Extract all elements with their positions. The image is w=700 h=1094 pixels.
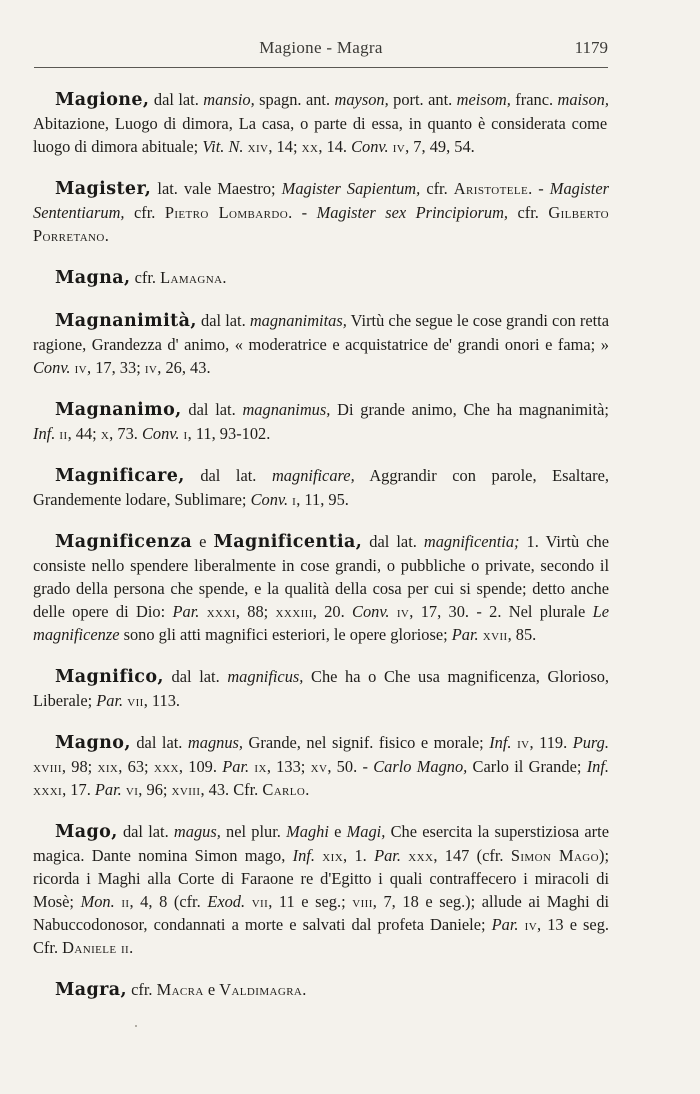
entry-smallcaps-text: Macra (156, 980, 204, 999)
entry-smallcaps-text: xix (97, 757, 119, 776)
entry-smallcaps-text: xxxi (33, 780, 63, 799)
entry-text: , 11, 95. (296, 490, 349, 509)
entry-smallcaps-text: vii (127, 691, 144, 710)
entry-smallcaps-text: ix (254, 757, 267, 776)
entry-text: ); ricorda i Maghi alla Corte di Faraone re d'Egitto i quali contraffecero i miracoli di Mosè; (33, 846, 609, 911)
entry-text: Virtù che segue le cose grandi con retta ragione, Grandezza d' animo, « moderatrice e acquistatrice de' grandi onori e fama; » (33, 311, 609, 354)
entry-italic-text: Inf. (292, 846, 315, 865)
entry-italic-text: magnanimitas, (249, 311, 347, 330)
entry-italic-text: magnificentia; (423, 532, 520, 551)
entry-text (199, 602, 206, 621)
entry-text: dal lat. (196, 311, 250, 330)
entry-text: Che ha o Che usa magnificenza, Glorioso, Liberale; (33, 667, 609, 710)
entry-headword: Mago, (55, 822, 118, 842)
entry-italic-text: magus, (173, 822, 221, 841)
entry-italic-text: mansio, (203, 90, 255, 109)
entry-italic-text: Mon. (80, 892, 115, 911)
entry-text: dal lat. (117, 822, 174, 841)
entry-text: , 17, 33; (87, 358, 145, 377)
entry-italic-text: Exod. (207, 892, 246, 911)
entry-headword: Magnanimità, (55, 311, 197, 331)
entry-text: Aggrandir con parole, Esaltare, Grandemente lodare, Sublimare; (33, 466, 609, 509)
entry-smallcaps-text: iv (396, 602, 410, 621)
entry-smallcaps-text: vii (251, 892, 269, 911)
header-rule (34, 67, 608, 68)
entry-text: . (104, 226, 109, 245)
entry-text: , 85. (507, 625, 537, 644)
entry-headword: Magione, (55, 90, 150, 110)
entry-headword: Magister, (55, 179, 152, 199)
entry-smallcaps-text: xvii (482, 625, 508, 644)
entry-smallcaps-text: Gilberto Porretano (33, 203, 609, 245)
entry-text: , 14. (318, 137, 352, 156)
entry-italic-text: mayson, (334, 90, 389, 109)
entry-italic-text: Magi, (346, 822, 386, 841)
entry-smallcaps-text: xxx (408, 846, 434, 865)
entry-smallcaps-text: i (183, 424, 188, 443)
dictionary-entry (33, 309, 609, 379)
entry-smallcaps-text: Simon Mago (510, 846, 599, 865)
entry-italic-text: Par. (491, 915, 519, 934)
entry-smallcaps-text: i (292, 490, 297, 509)
entry-italic-text: Carlo Magno, (373, 757, 468, 776)
entry-text: , 4, 8 (cfr. (129, 892, 208, 911)
entry-italic-text: Par. (222, 757, 250, 776)
entry-italic-text: maison, (557, 90, 609, 109)
entry-text: . (222, 268, 227, 287)
entry-smallcaps-text: xxxiii (275, 602, 313, 621)
entry-smallcaps-text: xviii (171, 780, 201, 799)
entry-text: . (305, 780, 310, 799)
entry-text: . (129, 938, 134, 957)
entry-text: port. ant. (388, 90, 457, 109)
entry-text: , 7, 18 e seg.); allude ai Maghi di Nabuccodonosor, condannati a morte e salvati dal profeta Daniele; (33, 892, 609, 934)
running-head-title: Magione - Magra (259, 38, 383, 57)
entry-text: Abitazione, Luogo di dimora, La casa, o parte di essa, in quanto è considerata come luogo di dimora abituale; (33, 114, 608, 156)
dictionary-entry (33, 978, 609, 1002)
entry-text: , 44; (67, 424, 101, 443)
entry-smallcaps-text: xx (301, 137, 319, 156)
entry-smallcaps-text: vi (125, 780, 139, 799)
entry-italic-text: Par. (96, 691, 124, 710)
entry-smallcaps-text: Aristotele (453, 179, 529, 198)
entry-smallcaps-text: xviii (33, 757, 62, 776)
entry-italic-text: magnus, (187, 733, 244, 752)
entry-italic-text: magnificare, (271, 466, 355, 485)
entry-smallcaps-text: iv (392, 137, 406, 156)
entry-text: , 13 e seg. Cfr. (33, 915, 609, 957)
page-number: 1179 (574, 38, 608, 57)
entry-italic-text: Par. (172, 602, 200, 621)
dictionary-entry (33, 665, 609, 712)
entry-smallcaps-text: iv (517, 733, 530, 752)
entry-text: lat. vale Maestro; (151, 179, 282, 198)
entry-smallcaps-text: Valdimagra (219, 980, 303, 999)
entry-text: dal lat. (362, 532, 424, 551)
entry-smallcaps-text: Daniele ii (62, 938, 130, 957)
dictionary-entry (33, 88, 609, 158)
entry-text: , 88; (235, 602, 276, 621)
entry-headword: Magnificare, (55, 466, 185, 486)
dictionary-entry (33, 731, 609, 801)
entry-text: spagn. ant. (254, 90, 335, 109)
entry-smallcaps-text: x (100, 424, 110, 443)
entry-text: 1. Virtù che consiste nello spendere liberalmente in cose grandi, o pubbliche o private, secondo il grado della persona che spende, e la qualità della cosa per cui si spende; detto anche delle opere di Dio: (33, 532, 609, 621)
entry-text: franc. (510, 90, 558, 109)
entry-italic-text: Par. (451, 625, 479, 644)
dictionary-entry (33, 464, 609, 511)
entry-text: , 1. (343, 846, 375, 865)
dictionary-entry (33, 266, 609, 290)
entry-italic-text: meisom, (456, 90, 511, 109)
entry-text: . - (528, 179, 550, 198)
dictionary-entry (33, 398, 609, 445)
entry-smallcaps-text: xxxi (206, 602, 236, 621)
entry-italic-text: Magister Sententiarum, (33, 179, 609, 222)
entry-smallcaps-text: xxx (153, 757, 179, 776)
entry-text: , 98; (61, 757, 98, 776)
entry-text: dal lat. (130, 733, 188, 752)
entry-text (390, 602, 397, 621)
entry-italic-text: Inf. (489, 733, 512, 752)
running-head (34, 38, 608, 64)
entry-text: Di grande animo, Che ha magnanimità; (330, 400, 609, 419)
entry-text: dal lat. (149, 90, 204, 109)
entry-text: e (203, 980, 220, 999)
entry-smallcaps-text: xix (322, 846, 344, 865)
entry-text: Carlo il Grande; (467, 757, 587, 776)
entry-text: , 17, 30. - 2. Nel plurale (409, 602, 593, 621)
entry-text: dal lat. (181, 400, 243, 419)
entry-text: e (328, 822, 347, 841)
entry-text: e (192, 532, 214, 551)
entry-text: cfr. (508, 203, 549, 222)
print-speck (135, 1025, 137, 1027)
entry-italic-text: Magister sex Principiorum, (316, 203, 509, 222)
entry-italic-text: Conv. (351, 137, 389, 156)
entry-italic-text: Maghi (286, 822, 329, 841)
entry-italic-text: Conv. (352, 602, 390, 621)
entry-text: , 63; (118, 757, 154, 776)
entry-smallcaps-text: iv (144, 358, 158, 377)
entry-text: , 119. (529, 733, 573, 752)
entry-italic-text: Conv. (250, 490, 289, 509)
entry-text: nel plur. (220, 822, 287, 841)
entry-text: cfr. (127, 980, 157, 999)
entry-italic-text: Vit. N. (202, 137, 244, 156)
entry-smallcaps-text: Pietro Lombardo (164, 203, 289, 222)
entry-italic-text: magnanimus, (242, 400, 331, 419)
entry-italic-text: Inf. (33, 424, 56, 443)
entry-text: , 73. (109, 424, 142, 443)
entry-italic-text: Inf. (586, 757, 609, 776)
entry-italic-text: Conv. (141, 424, 180, 443)
entry-text: , 7, 49, 54. (405, 137, 475, 156)
entry-smallcaps-text: ii (59, 424, 68, 443)
entry-italic-text: Par. (94, 780, 122, 799)
entry-text: Grande, nel signif. fisico e morale; (243, 733, 490, 752)
entry-text: , 133; (266, 757, 311, 776)
entry-smallcaps-text: xiv (247, 137, 269, 156)
entry-text: , 96; (138, 780, 172, 799)
entry-headword: Magna, (55, 268, 131, 288)
entry-smallcaps-text: ii (121, 892, 130, 911)
entry-italic-text: Le magnificenze (33, 602, 610, 644)
entry-text: , 109. (178, 757, 223, 776)
entry-text: dal lat. (163, 667, 228, 686)
entry-text: Che esercita la superstiziosa arte magica. Dante nomina Simon mago, (33, 822, 609, 865)
entry-smallcaps-text: Carlo (262, 780, 306, 799)
entries-column (33, 88, 609, 1021)
entry-italic-text: Magister Sapientum, (281, 179, 421, 198)
entry-text: , 50. - (327, 757, 374, 776)
entry-text: cfr. (420, 179, 454, 198)
entry-text: sono gli atti magnifici esteriori, le opere gloriose; (119, 625, 452, 644)
entry-smallcaps-text: viii (352, 892, 373, 911)
entry-headword: Magnificenza (55, 532, 193, 552)
entry-smallcaps-text: iv (74, 358, 88, 377)
dictionary-entry (33, 530, 609, 646)
entry-italic-text: Purg. (572, 733, 609, 752)
entry-headword: Magnificentia, (213, 532, 363, 552)
entry-text: . (302, 980, 307, 999)
entry-text: , 11, 93-102. (187, 424, 271, 443)
entry-text: , 147 (cfr. (433, 846, 511, 865)
dictionary-entry (33, 177, 609, 247)
entry-text: , 20. (312, 602, 353, 621)
entry-text: , 17. (62, 780, 95, 799)
entry-text: , 113. (143, 691, 180, 710)
entry-headword: Magnanimo, (55, 400, 182, 420)
entry-text: dal lat. (184, 466, 272, 485)
entry-headword: Magnifico, (55, 667, 164, 687)
entry-italic-text: Par. (374, 846, 401, 865)
entry-headword: Magra, (55, 980, 127, 1000)
entry-italic-text: Conv. (33, 358, 71, 377)
entry-smallcaps-text: xv (310, 757, 328, 776)
entry-text: , 14; (268, 137, 302, 156)
entry-headword: Magno, (55, 733, 131, 753)
entry-text: cfr. (124, 203, 165, 222)
entry-text: , 11 e seg.; (268, 892, 353, 911)
entry-italic-text: magnificus, (227, 667, 304, 686)
entry-text: . - (288, 203, 317, 222)
entry-text (245, 892, 252, 911)
entry-text: cfr. (130, 268, 161, 287)
entry-smallcaps-text: Lamagna (160, 268, 223, 287)
dictionary-entry (33, 820, 609, 959)
entry-smallcaps-text: iv (524, 915, 538, 934)
entry-text: , 43. Cfr. (200, 780, 263, 799)
entry-text: , 26, 43. (157, 358, 211, 377)
